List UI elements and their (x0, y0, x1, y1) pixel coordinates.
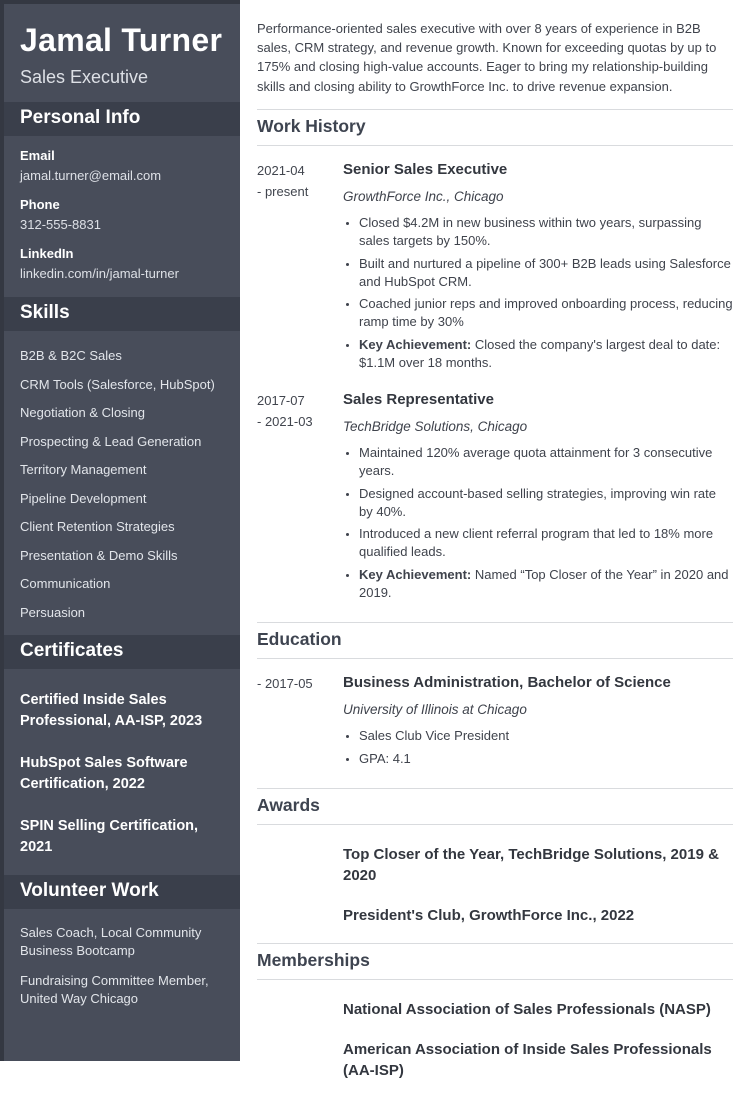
entry-bullet-list (343, 214, 733, 371)
candidate-name: Jamal Turner (20, 22, 223, 58)
date-end: - 2017-05 (257, 675, 313, 691)
education-entry (257, 659, 733, 788)
entry-company: GrowthForce Inc., Chicago (343, 189, 504, 205)
sidebar (0, 0, 240, 1061)
certificate-item: Certified Inside Sales Professional, AA-ISP, 2023 (20, 691, 203, 729)
skill-item: Persuasion (20, 604, 86, 620)
certificate-item: SPIN Selling Certification, 2021 (20, 817, 199, 855)
personal-info-field-linkedin (4, 234, 240, 283)
certificates-header: Certificates (4, 635, 240, 669)
main-content (240, 0, 750, 1079)
certificate-item: HubSpot Sales Software Certification, 2022 (20, 754, 188, 792)
school-name: University of Illinois at Chicago (343, 702, 527, 718)
skills-header: Skills (4, 297, 240, 331)
volunteer-work-header: Volunteer Work (4, 875, 240, 909)
skill-item: B2B & B2C Sales (20, 348, 122, 364)
section-title: Education (257, 622, 733, 659)
entry-dates (257, 160, 343, 376)
section-title: Memberships (257, 943, 733, 980)
section-memberships (257, 943, 733, 1098)
entry-body (343, 390, 733, 606)
certificates-list (4, 690, 240, 861)
bullet-item: • Maintained 120% average quota attainment for 3 consecutive years. (359, 444, 733, 480)
skill-item: Territory Management (20, 462, 147, 478)
section-title: Awards (257, 788, 733, 825)
personal-info-field-phone (4, 185, 240, 234)
entry-role: Sales Representative (343, 390, 494, 408)
field-value: 312-555-8831 (20, 217, 101, 233)
section-awards (257, 788, 733, 943)
date-end: - present (257, 184, 309, 200)
skill-item: Negotiation & Closing (20, 405, 146, 421)
entry-dates (257, 673, 343, 772)
bullet-item: • GPA: 4.1 (359, 750, 733, 768)
membership-item: American Association of Inside Sales Professionals (AA-ISP) (343, 1041, 712, 1079)
date-start: 2021-04 (257, 162, 305, 178)
bullet-item: • Coached junior reps and improved onboarding process, reducing ramp time by 30% (359, 295, 733, 331)
award-row (257, 886, 733, 926)
field-label: Phone (20, 197, 60, 213)
bullet-item: • Closed $4.2M in new business within two years, surpassing sales targets by 150%. (359, 214, 733, 250)
skill-item: Communication (20, 576, 111, 592)
date-column-spacer (257, 1020, 343, 1081)
entry-dates (257, 390, 343, 606)
date-start: 2017-07 (257, 392, 305, 408)
work-entry (257, 146, 733, 376)
award-item: Top Closer of the Year, TechBridge Solutions, 2019 & 2020 (343, 846, 719, 884)
personal-info-header: Personal Info (4, 102, 240, 136)
work-entry (257, 376, 733, 622)
membership-row (257, 1020, 733, 1081)
section-work-history (257, 109, 733, 622)
personal-info-field-email (4, 136, 240, 185)
skills-list (4, 331, 240, 621)
award-item: President's Club, GrowthForce Inc., 2022 (343, 906, 635, 924)
skill-item: Pipeline Development (20, 490, 147, 506)
bullet-item: • Key Achievement: Closed the company's largest deal to date: $1.1M over 18 months. (359, 336, 733, 372)
date-end: - 2021-03 (257, 414, 313, 430)
professional-summary: Performance-oriented sales executive with over 8 years of experience in B2B sales, CRM strategy, and revenue growth. Known for exceeding quotas by up to 175% and closing high-value accounts. Eager to bring my relationship-building skills and closing ability to GrowthForce Inc. to drive revenue expansion. (257, 21, 717, 94)
entry-body (343, 160, 733, 376)
candidate-job-title: Sales Executive (20, 67, 149, 88)
membership-row (257, 980, 733, 1020)
skill-item: Presentation & Demo Skills (20, 547, 178, 563)
field-value: linkedin.com/in/jamal-turner (20, 265, 179, 281)
date-column-spacer (257, 886, 343, 926)
skill-item: Client Retention Strategies (20, 519, 175, 535)
volunteer-item: Fundraising Committee Member, United Way Chicago (20, 973, 209, 1006)
field-label: LinkedIn (20, 245, 74, 261)
skill-item: CRM Tools (Salesforce, HubSpot) (20, 376, 215, 392)
memberships-list (257, 980, 733, 1098)
entry-company: TechBridge Solutions, Chicago (343, 419, 528, 435)
date-column-spacer (257, 825, 343, 886)
volunteer-list (4, 909, 240, 1007)
skill-item: Prospecting & Lead Generation (20, 433, 202, 449)
section-education (257, 622, 733, 788)
entry-body (343, 673, 733, 772)
membership-item: National Association of Sales Professionals (NASP) (343, 1001, 711, 1019)
date-column-spacer (257, 980, 343, 1020)
field-label: Email (20, 148, 55, 164)
award-row (257, 825, 733, 886)
volunteer-item: Sales Coach, Local Community Business Bootcamp (20, 924, 202, 958)
section-title: Work History (257, 109, 733, 146)
degree-title: Business Administration, Bachelor of Science (343, 673, 671, 691)
entry-role: Senior Sales Executive (343, 160, 508, 178)
entry-bullet-list (343, 727, 733, 767)
bullet-item: • Built and nurtured a pipeline of 300+ B2B leads using Salesforce and HubSpot CRM. (359, 255, 733, 291)
entry-bullet-list (343, 444, 733, 601)
awards-list (257, 825, 733, 943)
bullet-item: • Sales Club Vice President (359, 727, 733, 745)
bullet-item: • Introduced a new client referral program that led to 18% more qualified leads. (359, 525, 733, 561)
field-value: jamal.turner@email.com (20, 168, 162, 184)
personal-info-list (4, 136, 240, 283)
bullet-item: • Key Achievement: Named “Top Closer of the Year” in 2020 and 2019. (359, 566, 733, 602)
bullet-item: • Designed account-based selling strategies, improving win rate by 40%. (359, 485, 733, 521)
